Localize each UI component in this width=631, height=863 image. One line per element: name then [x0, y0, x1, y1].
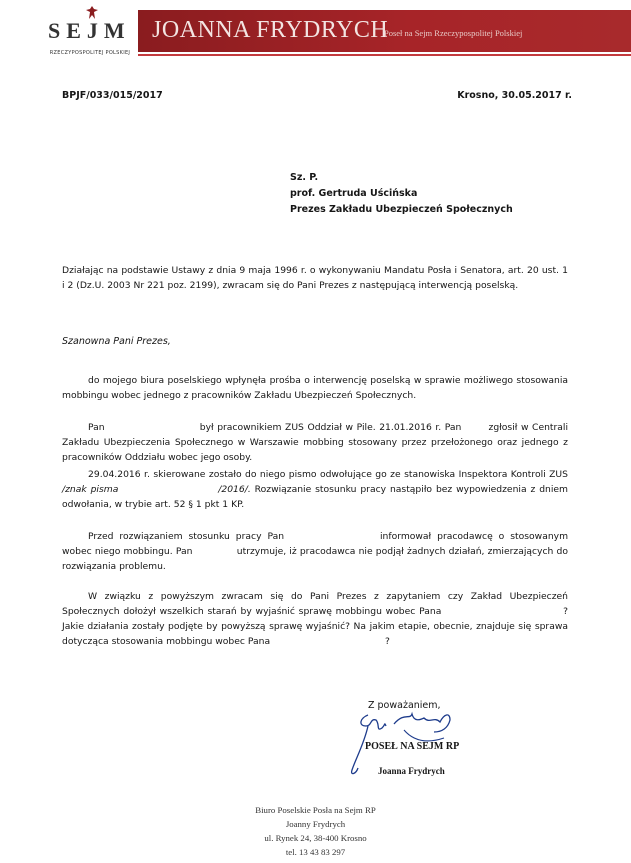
p4-text-c: utrzymuje, iż pracodawca nie podjął żadnych działań, zmierzających do rozwiązania problemu.: [62, 546, 568, 572]
paragraph-4: [62, 529, 568, 574]
addressee-line-3: Prezes Zakładu Ubezpieczeń Społecznych: [290, 204, 513, 215]
office-footer: [0, 803, 631, 859]
p5-text-b: ? Jakie działania zostały podjęte by powyższą sprawę wyjaśnić? Na jakim etapie, obecnie, znajduje się sprawa dotycząca stosowania mobbingu wobec Pana: [62, 606, 568, 647]
redacted-name: [290, 530, 374, 541]
redacted-name: [108, 421, 196, 432]
p3-text-a: 29.04.2016 r. skierowane zostało do niego pismo odwołujące go ze stanowiska Inspektora Kontroli ZUS: [88, 469, 568, 480]
p2-text-b: był pracownikiem ZUS Oddział w Pile. 21.01.2016 r. Pan: [199, 422, 462, 433]
p2-text-a: Pan: [88, 422, 105, 433]
paragraph-1: do mojego biura poselskiego wpłynęła prośba o interwencję poselską w sprawie możliwego stosowania mobbingu wobec jednego z pracowników Zakładu Ubezpieczeń Społecznych.: [62, 375, 568, 401]
redacted-name: [273, 635, 385, 646]
footer-line-1: Biuro Poselskie Posła na Sejm RP: [255, 805, 376, 815]
p5-text-c: ?: [385, 636, 390, 647]
signature-greeting: Z poważaniem,: [368, 700, 441, 711]
addressee-line-1: Sz. P.: [290, 172, 319, 183]
mp-name: JOANNA FRYDRYCH: [152, 17, 389, 43]
sejm-logo: [40, 6, 140, 66]
logo-subtitle: RZECZYPOSPOLITEJ POLSKIEJ: [49, 50, 131, 56]
footer-line-4: tel. 13 43 83 297: [285, 847, 346, 857]
salutation: Szanowna Pani Prezes,: [62, 336, 171, 347]
header-underline: [138, 54, 631, 56]
p3-text-c: /2016/.: [218, 484, 251, 495]
p5-text-a: W związku z powyższym zwracam się do Pani Prezes z zapytaniem czy Zakład Ubezpieczeń Społecznych dołożył wszelkich starań by wyjaśnić sprawę mobbingu wobec Pana: [62, 591, 568, 617]
p4-text-b: informował pracodawcę o stosowanym wobec niego mobbingu. Pan: [62, 531, 569, 557]
signature-title: POSEŁ NA SEJM RP: [365, 741, 460, 752]
logo-text: SEJM: [48, 18, 131, 43]
mp-title: Poseł na Sejm Rzeczypospolitej Polskiej: [384, 28, 523, 38]
intro-paragraph: Działając na podstawie Ustawy z dnia 9 maja 1996 r. o wykonywaniu Mandatu Posła i Senatora, art. 20 ust. 1 i 2 (Dz.U. 2003 Nr 221 poz. 2199), zwracam się do Pani Prezes z następującą interwencją poselską.: [62, 265, 568, 291]
paragraph-2: [62, 420, 568, 465]
redacted-name: [196, 545, 234, 556]
p3-text-d: Rozwiązanie stosunku pracy nastąpiło bez wypowiedzenia z dniem odwołania, w trybie art. 52 § 1 pkt 1 KP.: [62, 484, 569, 510]
redacted-name: [465, 421, 485, 432]
paragraph-3: [62, 467, 568, 512]
footer-line-2: Joanny Frydrych: [285, 819, 346, 829]
p3-text-b: /znak pisma: [62, 484, 119, 495]
redacted-name: [445, 605, 563, 616]
p4-text-a: Przed rozwiązaniem stosunku pracy Pan: [88, 531, 285, 542]
p2-text-c: zgłosił w Centrali Zakładu Ubezpieczenia Społecznego w Warszawie mobbing stosowany przez przełożonego oraz jednego z pracowników Oddziału wobec jego osoby.: [62, 422, 569, 463]
redacted-reference: [122, 483, 218, 494]
addressee-line-2: prof. Gertruda Uścińska: [290, 188, 418, 199]
signature-name: Joanna Frydrych: [378, 766, 445, 776]
place-date: Krosno, 30.05.2017 r.: [457, 90, 572, 101]
reference-number: BPJF/033/015/2017: [62, 90, 163, 101]
footer-line-3: ul. Rynek 24, 38-400 Krosno: [264, 833, 367, 843]
paragraph-5: [62, 589, 568, 649]
